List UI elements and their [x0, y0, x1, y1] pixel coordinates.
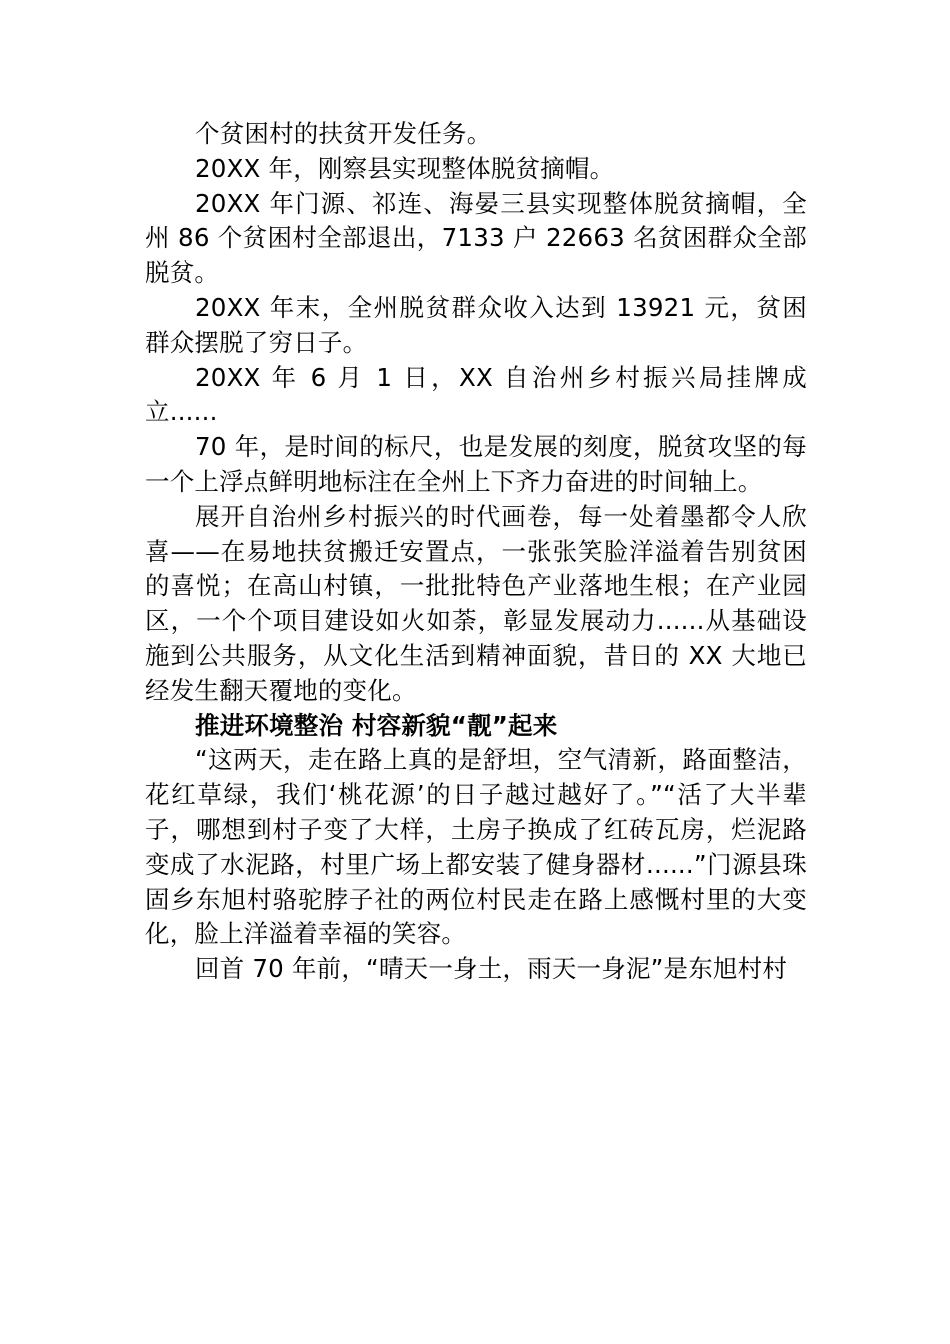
paragraph-continuation: 个贫困村的扶贫开发任务。: [195, 119, 492, 148]
document-body: [145, 117, 807, 987]
paragraph-looking-back: 回首 70 年前，“晴天一身土，雨天一身泥”是东旭村村: [195, 954, 788, 984]
paragraph-villagers: “这两天，走在路上真的是舒坦，空气清新，路面整洁，花红草绿，我们‘桃花源’的日子越过越好了。”“活了大半辈子，哪想到村子变了大样，土房子换成了红砖瓦房，烂泥路变成了水泥路，村里广场上都安装了健身器材......”门源县珠固乡东旭村骆驼脖子社的两位村民走在路上感慨村里的大变化，脸上洋溢着幸福的笑容。: [145, 745, 807, 949]
paragraph-70-years: 70 年，是时间的标尺，也是发展的刻度，脱贫攻坚的每一个上浮点鲜明地标注在全州上下齐力奋进的时间轴上。: [145, 432, 807, 496]
paragraph-scroll: 展开自治州乡村振兴的时代画卷，每一处着墨都令人欣喜——在易地扶贫搬迁安置点，一张张笑脸洋溢着告别贫困的喜悦；在高山村镇，一批批特色产业落地生根；在产业园区，一个个项目建设如火如荼，彰显发展动力......从基础设施到公共服务，从文化生活到精神面貌，昔日的 XX 大地已经发生翻天覆地的变化。: [145, 501, 807, 705]
section-heading: 推进环境整治 村容新貌“靓”起来: [195, 710, 558, 740]
paragraph-gangcha: 20XX 年，刚察县实现整体脱贫摘帽。: [195, 153, 615, 183]
paragraph-bureau: 20XX 年 6 月 1 日，XX 自治州乡村振兴局挂牌成立......: [145, 362, 807, 427]
paragraph-income: 20XX 年末，全州脱贫群众收入达到 13921 元，贫困群众摆脱了穷日子。: [145, 292, 807, 357]
paragraph-three-counties: 20XX 年门源、祁连、海晏三县实现整体脱贫摘帽，全州 86 个贫困村全部退出，7133 户 22663 名贫困群众全部脱贫。: [145, 188, 807, 288]
